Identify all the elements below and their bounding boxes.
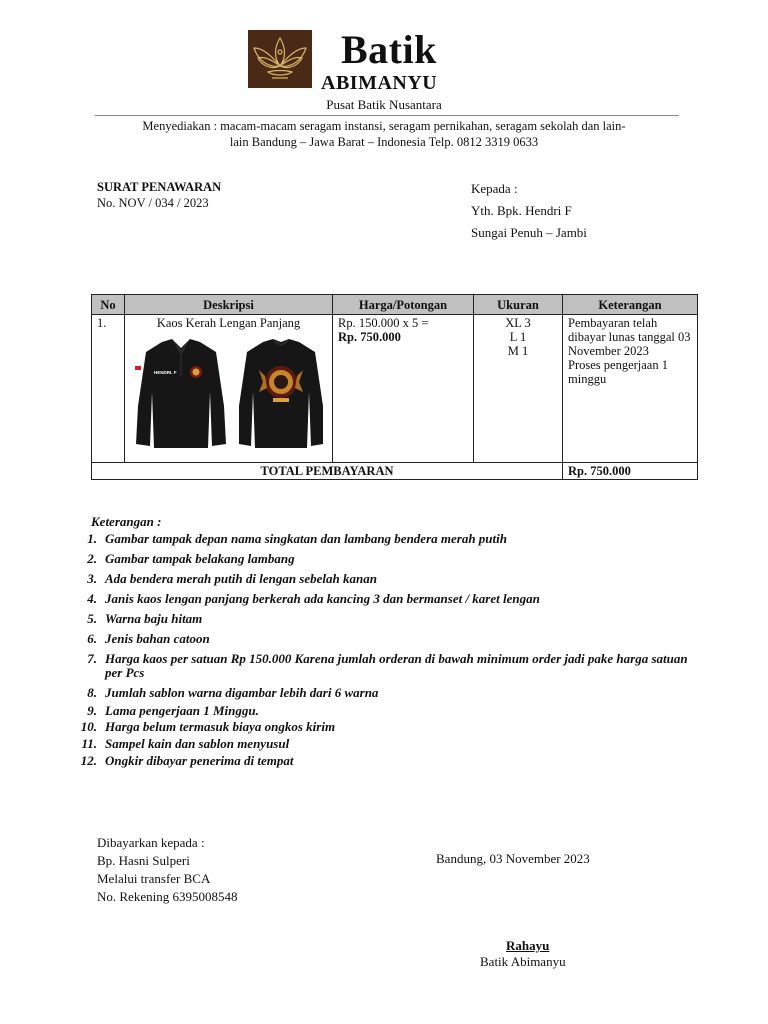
list-item: 10. Harga belum termasuk biaya ongkos kirim bbox=[80, 719, 336, 734]
batik-logo bbox=[248, 30, 312, 88]
shirt-images bbox=[130, 336, 327, 452]
payment-label: Dibayarkan kepada : bbox=[97, 835, 205, 850]
list-item: 4. Janis kaos lengan panjang berkerah ada kancing 3 dan bermanset / karet lengan bbox=[87, 591, 540, 606]
column-header-description: Deskripsi bbox=[125, 295, 333, 315]
company-description-line1: Menyediakan : macam-macam seragam instansi, seragam pernikahan, seragam sekolah dan lain- bbox=[142, 119, 626, 133]
row-description-cell bbox=[125, 315, 333, 463]
row-price-cell bbox=[333, 315, 474, 463]
list-item: 12. Ongkir dibayar penerima di tempat bbox=[80, 753, 294, 768]
signer-company: Batik Abimanyu bbox=[480, 954, 566, 969]
row-size-cell bbox=[474, 315, 563, 463]
list-item: 6. Jenis bahan catoon bbox=[87, 631, 210, 646]
row-number: 1. bbox=[92, 315, 125, 463]
recipient-address: Sungai Penuh – Jambi bbox=[471, 225, 587, 240]
column-header-size: Ukuran bbox=[474, 295, 563, 315]
notes-list bbox=[80, 531, 705, 774]
brand-name: Batik bbox=[341, 27, 437, 72]
letter-number: No. NOV / 034 / 2023 bbox=[97, 196, 209, 210]
payment-account: No. Rekening 6395008548 bbox=[97, 889, 238, 904]
row-size-l: L 1 bbox=[509, 330, 527, 344]
table-total-row bbox=[92, 463, 698, 480]
brand-subname: ABIMANYU bbox=[321, 72, 438, 94]
list-item: 9. Lama pengerjaan 1 Minggu. bbox=[87, 703, 259, 718]
list-item: 11. Sampel kain dan sablon menyusul bbox=[81, 736, 290, 751]
row-size-xl: XL 3 bbox=[505, 316, 531, 330]
list-item: 7. Harga kaos per satuan Rp 150.000 Karena jumlah orderan di bawah minimum order jadi pake harga satuan per Pcs bbox=[87, 651, 688, 680]
list-item: 5. Warna baju hitam bbox=[87, 611, 203, 626]
column-header-note: Keterangan bbox=[563, 295, 698, 315]
column-header-price: Harga/Potongan bbox=[333, 295, 474, 315]
row-price-total: Rp. 750.000 bbox=[338, 330, 401, 344]
company-description bbox=[100, 118, 668, 150]
list-item: 1. Gambar tampak depan nama singkatan dan lambang bendera merah putih bbox=[87, 531, 507, 546]
offer-table bbox=[91, 294, 698, 480]
place-date: Bandung, 03 November 2023 bbox=[436, 851, 590, 866]
front-print-name: HENDRI. F bbox=[154, 370, 177, 375]
recipient-name: Yth. Bpk. Hendri F bbox=[471, 203, 572, 218]
signer-name: Rahayu bbox=[506, 938, 550, 953]
list-item: 3. Ada bendera merah putih di lengan sebelah kanan bbox=[87, 571, 377, 586]
shirt-back-image bbox=[237, 336, 325, 452]
list-item: 2. Gambar tampak belakang lambang bbox=[87, 551, 295, 566]
row-note-payment: Pembayaran telah dibayar lunas tanggal 03 November 2023 bbox=[568, 316, 691, 358]
payment-info bbox=[97, 834, 237, 906]
row-note-cell bbox=[563, 315, 698, 463]
letter-title: SURAT PENAWARAN bbox=[97, 180, 222, 194]
list-item: 8. Jumlah sablon warna digambar lebih dari 6 warna bbox=[87, 685, 379, 700]
row-size-m: M 1 bbox=[507, 344, 529, 358]
column-header-no: No bbox=[92, 295, 125, 315]
row-price-calculation: Rp. 150.000 x 5 = bbox=[338, 316, 429, 330]
row-note-process: Proses pengerjaan 1 minggu bbox=[568, 358, 668, 386]
payment-recipient: Bp. Hasni Sulperi bbox=[97, 853, 190, 868]
header-divider bbox=[95, 115, 679, 116]
table-row bbox=[92, 315, 698, 463]
table-header-row bbox=[92, 295, 698, 315]
total-value: Rp. 750.000 bbox=[563, 463, 698, 480]
company-description-line2: lain Bandung – Jawa Barat – Indonesia Telp. 0812 3319 0633 bbox=[229, 135, 539, 149]
lotus-ornament-icon bbox=[248, 30, 312, 88]
shirt-front-image bbox=[132, 336, 230, 452]
payment-method: Melalui transfer BCA bbox=[97, 871, 211, 886]
notes-title: Keterangan : bbox=[91, 514, 162, 529]
recipient-label: Kepada : bbox=[471, 181, 518, 196]
brand-tagline: Pusat Batik Nusantara bbox=[326, 97, 442, 112]
row-description: Kaos Kerah Lengan Panjang bbox=[156, 316, 301, 330]
total-label: TOTAL PEMBAYARAN bbox=[92, 463, 563, 480]
